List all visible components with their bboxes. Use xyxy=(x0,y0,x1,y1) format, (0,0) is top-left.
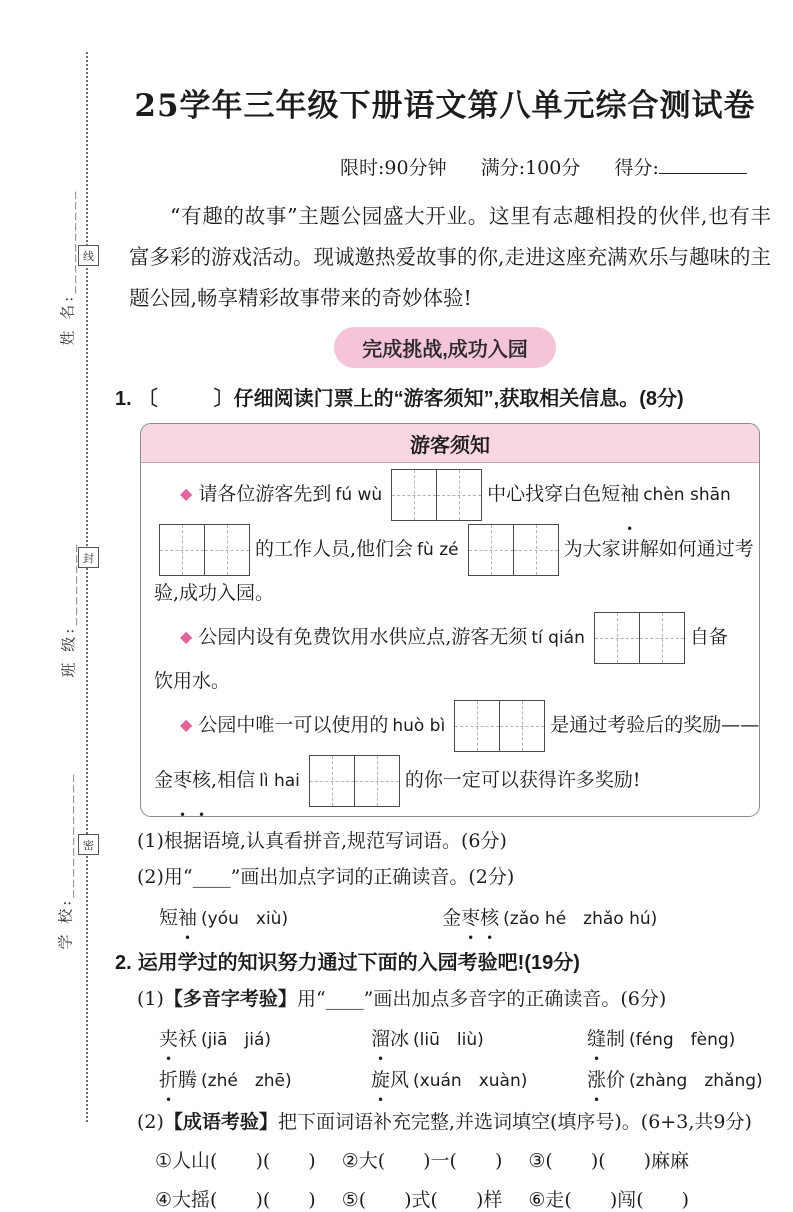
notice-text: 验,成功入园。 xyxy=(154,582,275,604)
dotted-char: 核 xyxy=(480,907,500,929)
dotted-char: 涨 xyxy=(587,1069,607,1091)
question-2-number: 2. xyxy=(115,952,132,974)
dotted-char: 袖 xyxy=(620,483,640,505)
grid-cell[interactable] xyxy=(204,525,249,575)
answer-grid[interactable] xyxy=(594,612,685,664)
q2-sub1-tag: 【多音字考验】 xyxy=(163,989,297,1010)
pinyin-text[interactable]: (jiā jiá) xyxy=(201,1030,272,1050)
polyphone-option[interactable] xyxy=(371,1065,587,1092)
intro-paragraph: “有趣的故事”主题公园盛大开业。这里有志趣相投的伙伴,也有丰富多彩的游戏活动。现诚邀热爱故事的你,走进这座充满欢乐与趣味的主题公园,畅享精彩故事带来的奇妙体验! xyxy=(129,204,772,310)
polyphone-items xyxy=(159,1024,775,1092)
grid-cell[interactable] xyxy=(310,756,354,806)
pinyin-text[interactable]: lì hai xyxy=(259,771,300,791)
grid-cell[interactable] xyxy=(354,756,399,806)
polyphone-option[interactable] xyxy=(587,1024,775,1051)
answer-grid[interactable] xyxy=(309,755,400,807)
student-name-field[interactable]: 姓 名:__________ xyxy=(58,188,77,346)
notice-text: ,相信 xyxy=(211,769,256,791)
idiom-blank-item[interactable]: ①人山( )( ) xyxy=(155,1150,316,1172)
question-2-text: 运用学过的知识努力通过下面的入园考验吧!(19分) xyxy=(137,952,580,974)
bullet-diamond-icon: ◆ xyxy=(180,627,193,646)
seal-char-xian: 线 xyxy=(78,245,99,266)
pinyin-text[interactable]: (zhàng zhǎng) xyxy=(629,1071,763,1091)
question-1-stem xyxy=(115,382,775,411)
grid-cell[interactable] xyxy=(160,525,204,575)
notice-line xyxy=(154,467,746,522)
polyphone-option[interactable] xyxy=(159,1024,371,1051)
q1-sub1: (1)根据语境,认真看拼音,规范写词语。(6分) xyxy=(137,830,507,852)
idiom-blank-item[interactable]: ④大摇( )( ) xyxy=(155,1189,316,1211)
polyphone-option[interactable] xyxy=(371,1024,587,1051)
notice-text: 公园内设有免费饮用水供应点,游客无须 xyxy=(198,626,528,648)
pronunciation-option[interactable] xyxy=(159,903,292,930)
grid-cell[interactable] xyxy=(455,701,499,751)
notice-text: 价 xyxy=(606,1069,626,1091)
grid-cell[interactable] xyxy=(513,525,558,575)
pinyin-text[interactable]: (féng fèng) xyxy=(629,1030,736,1050)
pinyin-text[interactable]: tí qián xyxy=(531,628,585,648)
grid-cell[interactable] xyxy=(469,525,513,575)
notice-body xyxy=(141,463,759,816)
notice-text: 金 xyxy=(154,769,174,791)
answer-grid[interactable] xyxy=(468,524,559,576)
idiom-blank-item[interactable]: ③( )( )麻麻 xyxy=(528,1150,690,1172)
polyphone-option[interactable] xyxy=(159,1065,371,1092)
notice-text: 袄 xyxy=(178,1028,198,1050)
grid-cell[interactable] xyxy=(499,701,544,751)
notice-title: 游客须知 xyxy=(141,424,759,463)
pinyin-text[interactable]: (xuán xuàn) xyxy=(413,1071,528,1091)
notice-text: 公园中唯一可以使用的 xyxy=(198,714,389,736)
pinyin-text[interactable]: (yóu xiù) xyxy=(201,909,289,929)
score-label: 得分: xyxy=(614,157,659,179)
notice-text: 请各位游客先到 xyxy=(198,483,332,505)
idiom-row xyxy=(155,1185,775,1212)
pronunciation-option[interactable] xyxy=(442,903,661,930)
visitor-notice-box xyxy=(140,423,760,817)
dotted-char: 夹 xyxy=(159,1028,179,1050)
notice-text: 短 xyxy=(159,907,179,929)
q1-sub2: (2)用“____”画出加点字词的正确读音。(2分) xyxy=(137,866,515,888)
dotted-char: 枣 xyxy=(173,769,193,791)
bullet-diamond-icon: ◆ xyxy=(180,484,193,503)
question-1-text: 仔细阅读门票上的“游客须知”,获取相关信息。(8分) xyxy=(233,388,684,410)
notice-text: 饮用水。 xyxy=(154,670,231,692)
notice-text: 的工作人员,他们会 xyxy=(255,538,414,560)
question-1-number: 1. xyxy=(115,388,132,410)
idiom-rows xyxy=(115,1146,775,1212)
answer-grid[interactable] xyxy=(454,700,545,752)
class-field[interactable]: 班 级:________ xyxy=(59,541,78,678)
grid-cell[interactable] xyxy=(595,613,639,663)
q2-sub2 xyxy=(137,1107,775,1134)
idiom-blank-item[interactable]: ⑥走( )闯( ) xyxy=(528,1189,690,1211)
section-badge: 完成挑战,成功入园 xyxy=(334,327,556,368)
seal-char-feng: 封 xyxy=(78,547,99,568)
pinyin-text[interactable]: fù zé xyxy=(417,540,459,560)
pinyin-text[interactable]: (zǎo hé zhǎo hú) xyxy=(503,909,658,929)
bracket-close: 〕 xyxy=(213,388,234,410)
grid-cell[interactable] xyxy=(436,470,481,520)
pinyin-text[interactable]: fú wù xyxy=(335,485,383,505)
answer-grid[interactable] xyxy=(159,524,250,576)
dotted-char: 枣 xyxy=(461,907,481,929)
pinyin-text[interactable]: (liū liù) xyxy=(413,1030,484,1050)
notice-text: 是通过考验后的奖励—— xyxy=(550,714,760,736)
dotted-char: 核 xyxy=(192,769,212,791)
exam-info-line xyxy=(340,153,775,180)
score-blank[interactable] xyxy=(659,154,747,174)
q2-sub1 xyxy=(137,984,775,1011)
polyphone-option[interactable] xyxy=(587,1065,775,1092)
dotted-char: 溜 xyxy=(371,1028,391,1050)
q1-pronunciation-options xyxy=(159,903,775,930)
dotted-char: 袖 xyxy=(178,907,198,929)
q2-sub1-text: 用“____”画出加点多音字的正确读音。(6分) xyxy=(296,988,667,1010)
q2-sub2-tag: 【成语考验】 xyxy=(163,1112,278,1133)
notice-text: 的你一定可以获得许多奖励! xyxy=(404,769,641,791)
pinyin-text[interactable]: huò bì xyxy=(392,716,446,736)
notice-text: 制 xyxy=(606,1028,626,1050)
notice-text: 风 xyxy=(390,1069,410,1091)
bullet-diamond-icon: ◆ xyxy=(180,715,193,734)
idiom-row xyxy=(155,1146,775,1173)
pinyin-text[interactable]: chèn shān xyxy=(643,485,731,505)
exam-content xyxy=(115,0,775,1212)
notice-line xyxy=(154,610,746,665)
bracket-open: 〔 xyxy=(137,388,158,410)
question-2-stem xyxy=(115,946,775,975)
grid-cell[interactable] xyxy=(639,613,684,663)
full-score: 满分:100分 xyxy=(480,157,581,179)
notice-line xyxy=(154,665,746,698)
school-field[interactable]: 学 校:____________ xyxy=(56,771,75,950)
grid-cell[interactable] xyxy=(392,470,436,520)
q2-sub2-prefix: (2) xyxy=(137,1111,164,1133)
notice-text: 为大家讲解如何通过考 xyxy=(563,538,754,560)
notice-text: 腾 xyxy=(178,1069,198,1091)
notice-line xyxy=(154,698,760,753)
pinyin-text[interactable]: (zhé zhē) xyxy=(201,1071,292,1091)
notice-text: 冰 xyxy=(390,1028,410,1050)
notice-text: 中心找穿白色短 xyxy=(487,483,621,505)
dotted-char: 折 xyxy=(159,1069,179,1091)
time-limit: 限时:90分钟 xyxy=(340,157,447,179)
page-title: 25学年三年级下册语文第八单元综合测试卷 xyxy=(134,88,756,124)
idiom-blank-item[interactable]: ⑤( )式( )样 xyxy=(341,1189,503,1211)
notice-line xyxy=(154,577,746,610)
dotted-char: 旋 xyxy=(371,1069,391,1091)
seal-char-mi: 密 xyxy=(78,834,99,855)
answer-grid[interactable] xyxy=(391,469,482,521)
q2-sub1-prefix: (1) xyxy=(137,988,164,1010)
dotted-char: 缝 xyxy=(587,1028,607,1050)
notice-line xyxy=(154,753,746,808)
notice-text: 金 xyxy=(442,907,462,929)
seal-dotted-line xyxy=(86,52,88,1122)
idiom-blank-item[interactable]: ②大( )一( ) xyxy=(341,1150,503,1172)
notice-line xyxy=(154,522,754,577)
q2-sub2-text: 把下面词语补充完整,并选词填空(填序号)。(6+3,共9分) xyxy=(277,1111,752,1133)
notice-text: 自备 xyxy=(689,626,728,648)
